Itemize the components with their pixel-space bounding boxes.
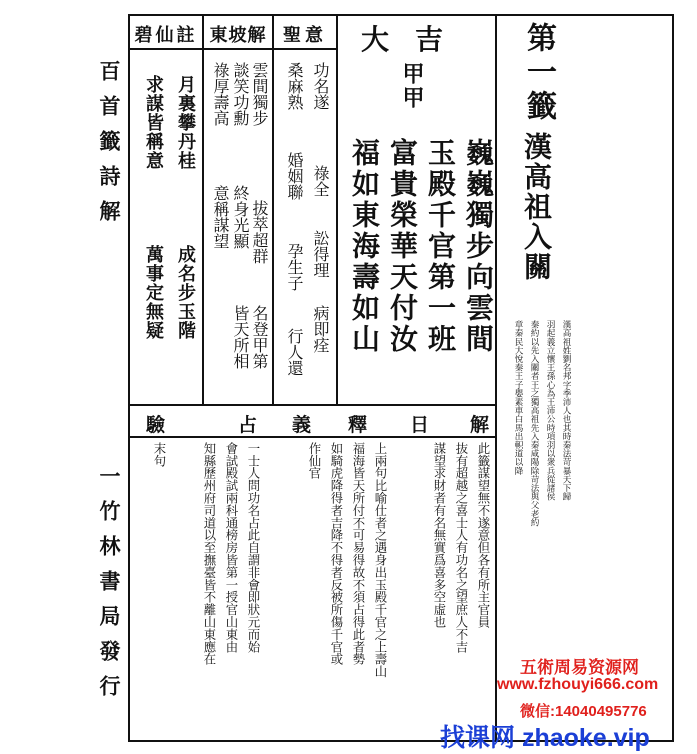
lot-number: 第一籤	[521, 22, 556, 124]
bixian-item: 求謀皆稱意	[143, 75, 164, 170]
poem-line: 玉殿千官第一班	[424, 138, 457, 355]
story-note-line: 漢高祖姓劉名邦字季沛人也其時秦法苛暴天下歸	[561, 320, 571, 501]
bixian-item: 月裏攀丹桂	[175, 75, 196, 170]
sage-item: 孕生子	[285, 243, 304, 291]
lot-story-title: 漢高祖入關	[520, 132, 553, 282]
dongpo-item: 意稱謀望	[211, 185, 230, 249]
story-note-line: 秦約以先入關者王之獨高祖先入秦咸陽除苛法與父老約	[529, 320, 539, 527]
sage-item: 祿全	[311, 165, 330, 197]
story-note-line: 章秦民大悅秦王子嬰素車白馬出軹道以降	[513, 320, 523, 475]
header-char-jie: 解	[470, 414, 490, 436]
book-title: 百首籤詩解	[97, 60, 122, 235]
dongpo-item: 終身光顯	[231, 185, 250, 249]
header-char-zhan: 占	[238, 414, 258, 436]
sage-item: 功名遂	[311, 62, 330, 110]
grade-label: 甲甲	[399, 62, 425, 110]
fortune-label: 大吉	[360, 23, 469, 56]
header-underline-bottom	[128, 436, 496, 438]
sage-item: 行人還	[285, 328, 304, 376]
bixian-item: 萬事定無疑	[143, 245, 164, 340]
poem-line: 福如東海壽如山	[348, 138, 381, 355]
poem-line: 巍巍獨步向雲間	[462, 138, 495, 355]
sage-header: 聖意	[283, 25, 327, 46]
dongpo-item: 談笑功勳	[231, 62, 250, 126]
zhan-yan-line: 知縣歷州府司道以至撫臺皆不離山東應在	[202, 442, 217, 666]
sage-item: 婚姻聯	[285, 152, 304, 200]
watermark-site-url: www.fzhouyi666.com	[497, 676, 659, 693]
shi-yi-line: 作仙官	[307, 442, 322, 480]
jie-yue-line: 此籤謀望無不遂意但各有所主官員	[476, 442, 491, 628]
dongpo-item: 名登甲第	[250, 305, 269, 369]
bixian-header: 碧仙註	[134, 25, 198, 46]
story-note-line: 羽起義立懷王孫心為王沛公時項羽以衆兵從諸侯	[545, 320, 555, 501]
sage-item: 桑麻熟	[285, 62, 304, 110]
section-divider-dongpo	[202, 14, 204, 405]
zhan-yan-line: 一士人問功名占此自謂非會即狀元而始	[246, 442, 261, 653]
dongpo-item: 皆天所相	[231, 305, 250, 369]
dongpo-item: 雲間獨步	[250, 62, 269, 126]
sage-item: 訟得理	[311, 230, 330, 278]
zhan-yan-line: 會試殿試兩科通榜房皆第一授官山東由	[224, 442, 239, 653]
section-divider-lot-column	[495, 14, 497, 742]
jie-yue-line: 謀望求財者有名無實爲喜多空虛也	[432, 442, 447, 628]
sage-item: 病即痊	[311, 305, 330, 353]
dongpo-item: 祿厚壽高	[211, 62, 230, 126]
header-char-shi: 釋	[348, 414, 368, 436]
watermark-zhaoke: 找课网 zhaoke.vip	[440, 724, 650, 752]
bixian-item: 成名步玉階	[175, 245, 196, 340]
header-char-yue: 日	[410, 414, 430, 436]
zhan-yan-line: 末句	[152, 442, 167, 467]
watermark-wechat: 微信:14040495776	[520, 703, 647, 720]
shi-yi-line: 如騎虎降得者吉降不得者反被所傷千官或	[329, 442, 344, 666]
shi-yi-line: 福海皆天所付不可易得故不須占得此者勢	[351, 442, 366, 666]
shi-yi-line: 上兩句比喻仕者之遇身出玉殿千官之上壽山	[373, 442, 388, 678]
poem-line: 富貴榮華天付汝	[386, 138, 419, 355]
dongpo-item: 拔萃超群	[250, 200, 269, 264]
publisher-imprint: 一竹林書局發行	[97, 465, 122, 710]
dongpo-header: 東坡解	[209, 25, 267, 46]
header-underline-top	[128, 48, 336, 50]
watermark-site-name: 五術周易资源网	[520, 658, 639, 677]
header-char-yi: 義	[292, 414, 312, 436]
header-char-yan: 驗	[146, 414, 166, 436]
jie-yue-line: 抜有超越之喜士人有功名之望庶人不吉	[454, 442, 469, 653]
section-divider-poem	[336, 14, 338, 405]
section-divider-sage	[272, 14, 274, 405]
section-divider-horizontal	[128, 404, 496, 406]
